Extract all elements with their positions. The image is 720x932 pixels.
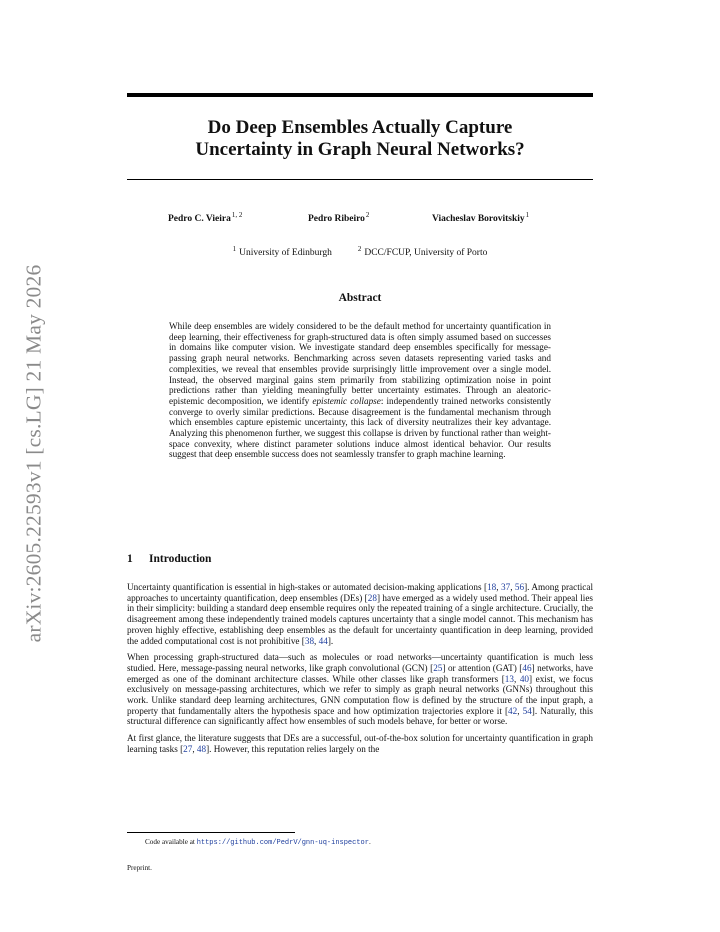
text: Uncertainty quantification is essential in high-stakes or automated decision-making applications [: [127, 582, 488, 592]
text: ,: [513, 673, 520, 684]
affiliation-2: DCC/FCUP, University of Porto: [364, 248, 488, 258]
abstract-text: [169, 321, 551, 460]
citation-link[interactable]: 13: [504, 673, 514, 684]
affiliation-2-mark: 2: [357, 245, 362, 253]
text: ] networks, have emerged as one of the dominant architecture classes. While other classes like graph transformers [: [127, 662, 593, 684]
text: When processing graph-structured data—such as molecules or road networks—uncertainty quantification is much less studied. Here, message-passing neural networks, like graph convolutional (GCN) [: [127, 652, 593, 673]
author-2-affil-mark: 2: [365, 211, 370, 219]
title-line-2: Uncertainty in Graph Neural Networks?: [195, 139, 525, 160]
author-1-name: Pedro C. Vieira: [168, 214, 231, 224]
text: ,: [510, 582, 515, 592]
affiliations: [127, 245, 593, 258]
title-top-rule: [127, 93, 593, 97]
text: At first glance, the literature suggests that DEs are a successful, out-of-the-box solution for uncertainty quantification in graph learning tasks [: [127, 733, 593, 754]
author-1: [168, 211, 242, 224]
author-2: [308, 211, 369, 224]
citation-link[interactable]: 54: [522, 705, 532, 716]
citation-link[interactable]: 37: [501, 582, 511, 592]
title-bottom-rule: [127, 179, 593, 180]
section-title: Introduction: [149, 553, 212, 565]
text: ,: [496, 582, 501, 592]
footnote-rule: [127, 832, 295, 833]
footnote-prefix: Code available at: [145, 838, 197, 846]
text: ].: [327, 635, 334, 646]
citation-link[interactable]: 28: [367, 592, 377, 603]
text: ] or attention (GAT) [: [442, 662, 523, 673]
title-line-1: Do Deep Ensembles Actually Capture: [207, 117, 513, 138]
citation-link[interactable]: 25: [433, 662, 443, 673]
paper-title: [127, 117, 593, 161]
text: ]. However, this reputation relies largely on the: [206, 743, 380, 754]
text: ,: [314, 635, 319, 646]
text: ,: [517, 705, 523, 716]
text: ] have emerged as a widely used method. Their appeal lies in their simplicity: building a standard deep ensemble requires only the repeated training of a single architecture. Crucially, the disagreement among these independently trained models captures uncertainty that a single model cannot. This mechanism has proven highly effective, establishing deep ensembles as the default for uncertainty quantification in deep learning, provided the added computational cost is not prohibitive [: [127, 592, 593, 646]
citation-link[interactable]: 18: [487, 582, 497, 592]
citation-link[interactable]: 42: [508, 705, 518, 716]
footnote-suffix: .: [368, 838, 371, 846]
abstract-part-1: While deep ensembles are widely considered to be the default method for uncertainty quantification in deep learning, their effectiveness for graph-structured data is often simply assumed based on successes in domains like computer vision. We investigate standard deep ensembles specifically for message-passing graph neural networks. Benchmarking across seven datasets representing varied tasks and complexities, we reveal that ensembles provide surprisingly little improvement over a single model. Instead, the observed marginal gains stem primarily from stabilizing optimization noise in point predictions rather than yielding meaningfully better uncertainty estimates. Through an aleatoric-epistemic decomposition, we identify: [169, 321, 551, 406]
abstract-emphasis: epistemic collapse: [312, 395, 381, 406]
paragraph-3: [127, 733, 593, 754]
affiliation-1: University of Edinburgh: [239, 248, 332, 258]
citation-link[interactable]: 44: [318, 635, 328, 646]
citation-link[interactable]: 27: [183, 743, 193, 754]
section-number: 1: [127, 553, 133, 565]
abstract-heading: Abstract: [338, 292, 382, 304]
citation-link[interactable]: 38: [304, 635, 315, 646]
citation-link[interactable]: 48: [196, 743, 207, 754]
paragraph-1: [127, 582, 593, 646]
author-1-affil-mark: 1, 2: [231, 211, 243, 219]
author-3: [432, 211, 529, 224]
author-2-name: Pedro Ribeiro: [308, 214, 365, 224]
arxiv-sidebar: [18, 258, 50, 648]
introduction-body: [127, 582, 593, 761]
footnote: [145, 838, 371, 847]
text: ]. Among practical approaches to uncertainty quantification, deep ensembles (DEs) [: [127, 582, 594, 603]
text: ]. Naturally, this structural difference can significantly affect how ensembles of such models behave, for better or worse.: [127, 705, 594, 727]
paragraph-2: [127, 652, 593, 727]
abstract-part-2: : independently trained networks consistently converge to overly similar predictions. Because disagreement is the fundamental mechanism through which ensembles capture epistemic uncertainty, this lack of diversity neutralizes their key advantage. Analyzing this phenomenon further, we suggest this collapse is driven by functional rather than weight-space convexity, where distinct parameter solutions induce almost identical behavior. Our results suggest that deep ensemble success does not seamlessly transfer to graph machine learning.: [169, 395, 551, 460]
affiliation-1-mark: 1: [232, 245, 237, 253]
preprint-label: Preprint.: [127, 864, 152, 872]
citation-link[interactable]: 56: [514, 582, 525, 592]
text: ,: [192, 743, 197, 754]
citation-link[interactable]: 40: [519, 673, 530, 684]
citation-link[interactable]: 46: [522, 662, 532, 673]
author-3-affil-mark: 1: [525, 211, 530, 219]
author-3-name: Viacheslav Borovitskiy: [432, 214, 525, 224]
section-heading: [127, 553, 593, 565]
code-repository-link[interactable]: https://github.com/PedrV/gnn-uq-inspector: [196, 839, 369, 847]
text: ] exist, we focus exclusively on message-passing architectures, which we refer to simply as graph neural networks (GNNs) throughout this work. Unlike standard deep learning architectures, GNN computation flow is defined by the structure of the input graph, a property that fundamentally alters the hypothesis space and how optimization trajectories explore it [: [127, 673, 594, 716]
arxiv-identifier[interactable]: arXiv:2605.22593v1 [cs.LG] 21 May 2026: [21, 264, 46, 642]
